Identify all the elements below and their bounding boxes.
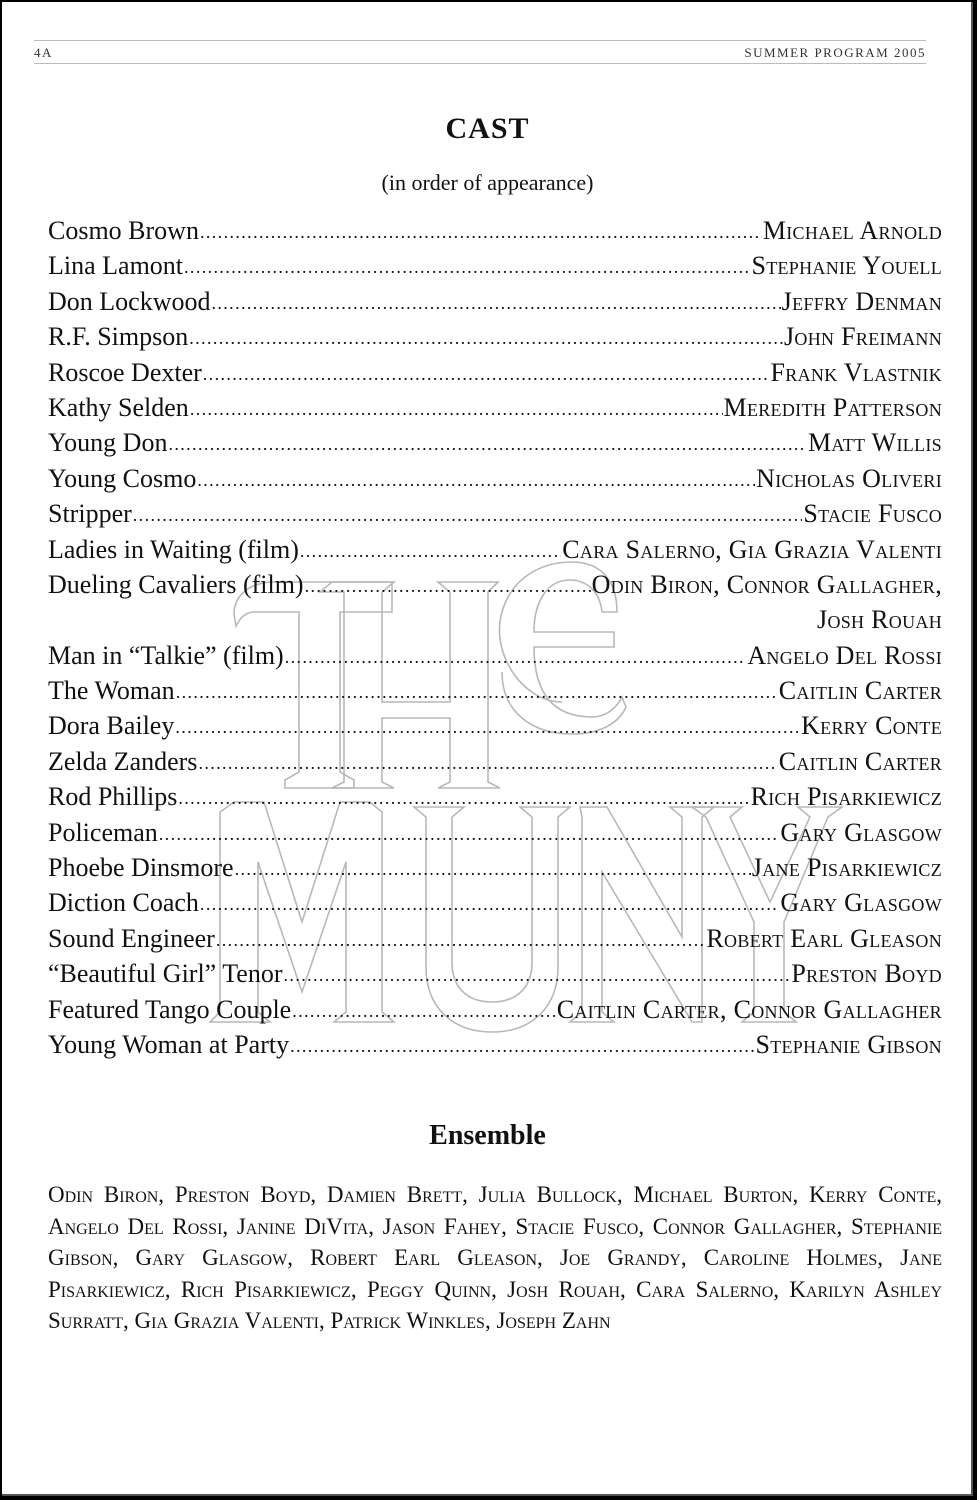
cast-row [48, 885, 942, 920]
cast-heading: CAST [445, 112, 530, 145]
dot-leader [200, 213, 762, 239]
dot-leader [211, 284, 780, 310]
actor-name: Kerry Conte [801, 711, 942, 741]
actor-name: Stephanie Gibson [755, 1029, 942, 1059]
dot-leader [184, 248, 750, 274]
role-name: Dueling Cavaliers (film) [48, 569, 304, 599]
role-name: The Woman [48, 676, 175, 706]
role-name: Roscoe Dexter [48, 357, 202, 387]
dot-leader [176, 673, 778, 699]
cast-row [48, 355, 942, 390]
role-name: Young Cosmo [48, 463, 197, 493]
cast-row [48, 319, 942, 354]
cast-row [48, 779, 942, 814]
program-page [2, 2, 973, 1496]
dot-leader [178, 779, 749, 805]
actor-name: Rich Pisarkiewicz [750, 782, 942, 812]
dot-leader [200, 885, 779, 911]
actor-name: Stacie Fusco [803, 499, 942, 529]
dot-leader [305, 567, 591, 593]
role-name: “Beautiful Girl” Tenor [48, 959, 283, 989]
cast-subheading: (in order of appearance) [381, 170, 594, 195]
cast-row [48, 673, 942, 708]
actor-name: Jane Pisarkiewicz [751, 853, 942, 883]
dot-leader [189, 319, 783, 345]
cast-row [48, 496, 942, 531]
role-name: Young Woman at Party [48, 1029, 290, 1059]
actor-name: Cara Salerno, Gia Grazia Valenti [562, 534, 942, 564]
actor-name: Meredith Patterson [723, 392, 942, 422]
actor-name: Michael Arnold [762, 216, 942, 245]
dot-leader [216, 921, 706, 947]
actor-name: Josh Rouah [817, 605, 942, 635]
dot-leader [190, 390, 723, 416]
dot-leader [285, 638, 747, 664]
dot-leader [290, 1027, 754, 1053]
role-name: Young Don [48, 428, 168, 458]
actor-name: John Freimann [784, 322, 942, 352]
actor-name: Gary Glasgow [780, 817, 942, 847]
cast-row [48, 956, 942, 991]
actor-name: Caitlin Carter, Connor Gallagher [556, 994, 942, 1024]
dot-leader [235, 850, 751, 876]
role-name: Stripper [48, 499, 132, 529]
actor-name: Nicholas Oliveri [756, 463, 942, 493]
actor-name: Jeffry Denman [781, 286, 942, 316]
cast-list [48, 213, 942, 1062]
cast-row [48, 248, 942, 283]
cast-row [48, 425, 942, 460]
dot-leader [175, 708, 800, 734]
dot-leader [284, 956, 791, 982]
cast-row [48, 708, 942, 743]
cast-row [48, 921, 942, 956]
cast-row [48, 815, 942, 850]
role-name: Cosmo Brown [48, 216, 199, 245]
actor-name: Caitlin Carter [778, 676, 942, 706]
program-title: SUMMER PROGRAM 2005 [744, 45, 926, 60]
actor-name: Matt Willis [808, 428, 942, 458]
cast-row [48, 567, 942, 602]
dot-leader [133, 496, 803, 522]
cast-row [48, 1027, 942, 1062]
actor-name: Odin Biron, Connor Gallagher, [591, 569, 942, 599]
cast-row [48, 390, 942, 425]
cast-row [48, 638, 942, 673]
actor-name: Caitlin Carter [778, 746, 942, 776]
cast-row [48, 532, 942, 567]
cast-row [48, 213, 942, 248]
actor-name: Angelo Del Rossi [747, 640, 942, 670]
role-name: Phoebe Dinsmore [48, 853, 234, 883]
role-name: Diction Coach [48, 888, 199, 918]
role-name: Man in “Talkie” (film) [48, 640, 284, 670]
dot-leader [300, 532, 561, 558]
actor-name: Stephanie Youell [751, 251, 942, 281]
role-name: Lina Lamont [48, 251, 184, 281]
actor-name: Frank Vlastnik [770, 357, 942, 387]
actor-name: Preston Boyd [791, 959, 942, 989]
cast-row [48, 284, 942, 319]
role-name: R.F. Simpson [48, 322, 189, 352]
dot-leader [197, 461, 755, 487]
role-name: Don Lockwood [48, 286, 211, 316]
dot-leader [292, 992, 555, 1018]
dot-leader [203, 355, 770, 381]
actor-name: Robert Earl Gleason [706, 923, 942, 953]
cast-row [48, 461, 942, 496]
role-name: Zelda Zanders [48, 746, 198, 776]
role-name: Policeman [48, 817, 158, 847]
role-name: Dora Bailey [48, 711, 175, 741]
dot-leader [159, 815, 780, 841]
role-name: Rod Phillips [48, 782, 178, 812]
role-name: Kathy Selden [48, 392, 189, 422]
role-name: Sound Engineer [48, 923, 215, 953]
role-name: Ladies in Waiting (film) [48, 534, 299, 564]
dot-leader [168, 425, 807, 451]
dot-leader [198, 744, 777, 770]
ensemble-heading: Ensemble [429, 1120, 546, 1151]
cast-row [48, 850, 942, 885]
cast-row-continuation [48, 602, 942, 637]
cast-row [48, 744, 942, 779]
role-name: Featured Tango Couple [48, 994, 292, 1024]
ensemble-member-list: Odin Biron, Preston Boyd, Damien Brett, Julia Bullock, Michael Burton, Kerry Conte, Angelo Del Rossi, Janine DiVita, Jason Fahey, Stacie Fusco, Connor Gallagher, Stephanie Gibson, Gary Glasgow, Robert Earl Gleason, Joe Grandy, Caroline Holmes, Jane Pisarkiewicz, Rich Pisarkiewicz, Peggy Quinn, Josh Rouah, Cara Salerno, Karilyn Ashley Surratt, Gia Grazia Valenti, Patrick Winkles, Joseph Zahn [48, 1182, 942, 1334]
page-header [34, 40, 926, 64]
page-number: 4A [34, 45, 53, 60]
cast-row [48, 992, 942, 1027]
actor-name: Gary Glasgow [780, 888, 942, 918]
